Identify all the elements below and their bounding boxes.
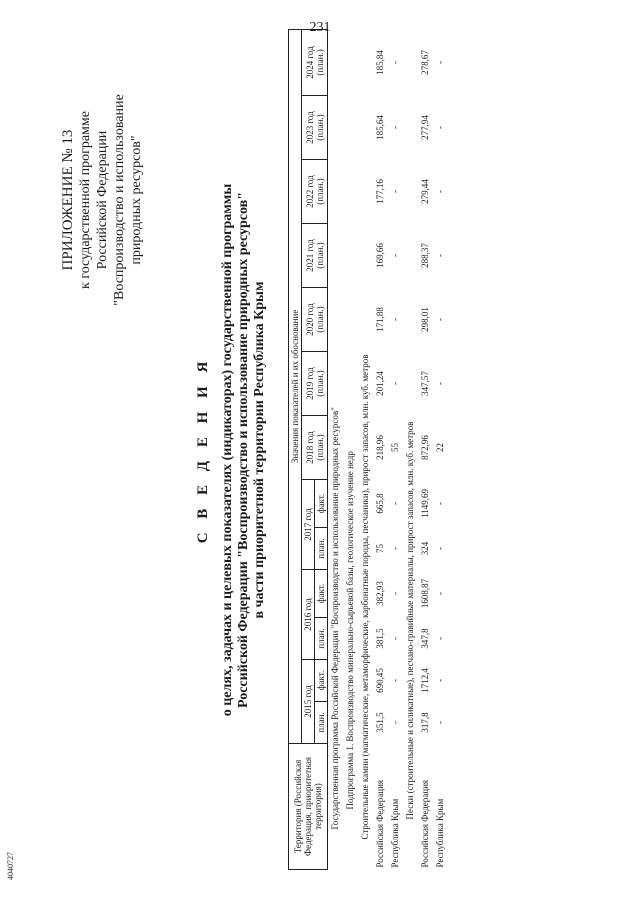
header-year-2019: 2019 год (план.) — [302, 352, 328, 416]
value-cell: 177,16 — [375, 179, 385, 204]
value-cell: 279,44 — [420, 179, 430, 204]
header-year-2024: 2024 год (план.) — [302, 29, 328, 95]
value-cell: - — [390, 679, 400, 682]
heading-line: Российской Федерации "Воспроизводство и использование природных ресурсов" — [236, 192, 251, 708]
value-cell: 382,93 — [375, 581, 385, 606]
value-cell: - — [435, 679, 445, 682]
section-program: Государственная программа Российской Федерации "Воспроизводство и использование природных ресурсов" — [330, 407, 340, 830]
appendix-title: ПРИЛОЖЕНИЕ № 13 — [60, 129, 76, 271]
value-cell: 1608,87 — [420, 578, 430, 609]
table-row — [433, 29, 448, 869]
value-cell: 75 — [375, 544, 385, 553]
table-row — [373, 29, 388, 869]
heading-line: о целях, задачах и целевых показателях (индикаторах) государственной программы — [220, 183, 235, 717]
page-number: 231 — [309, 20, 331, 35]
value-cell: - — [435, 721, 445, 724]
header-plan: план. — [315, 702, 328, 744]
header-fact: факт. — [315, 660, 328, 702]
value-cell: 872,96 — [420, 435, 430, 460]
value-cell: 347,8 — [420, 628, 430, 649]
value-cell: 690,45 — [375, 668, 385, 693]
header-territory: Территория (Российская Федерация, приоритетная территория) — [289, 744, 328, 870]
section-indicator: Пески (строительные и силикатные), песчано-гравийные материалы, прирост запасов, млн. куб. метров — [405, 421, 415, 820]
value-cell: 278,67 — [420, 50, 430, 75]
value-cell: - — [390, 318, 400, 321]
heading-line: в части приоритетной территории Республика Крым — [252, 281, 267, 619]
value-cell: 288,37 — [420, 243, 430, 268]
header-year-2020: 2020 год (план.) — [302, 288, 328, 352]
territory-cell: Республика Крым — [390, 798, 400, 868]
header-plan: план. — [315, 618, 328, 660]
appendix-line: Российской Федерации — [95, 130, 110, 270]
value-cell: 201,24 — [375, 371, 385, 396]
value-cell: 1149,69 — [420, 489, 430, 518]
header-year-2021: 2021 год (план.) — [302, 224, 328, 288]
table-row — [418, 29, 433, 869]
value-cell: 381,5 — [375, 628, 385, 649]
header-fact: факт. — [315, 570, 328, 618]
value-cell: 55 — [390, 443, 400, 452]
value-cell: - — [390, 254, 400, 257]
value-cell: - — [390, 60, 400, 64]
value-cell: - — [390, 502, 400, 505]
value-cell: 277,94 — [420, 115, 430, 140]
appendix-line: природных ресурсов" — [129, 135, 144, 265]
value-cell: 317,8 — [420, 712, 430, 733]
value-cell: - — [435, 637, 445, 640]
header-values-group: Значения показателей и их обоснование — [289, 29, 302, 743]
value-cell: - — [390, 190, 400, 193]
appendix-line: к государственной программе — [78, 111, 93, 289]
indicators-table — [288, 29, 448, 870]
rotated-page-content — [0, 20, 560, 880]
value-cell: - — [435, 190, 445, 193]
territory-cell: Российская Федерация — [420, 779, 430, 868]
value-cell: - — [435, 318, 445, 321]
territory-cell: Республика Крым — [435, 798, 445, 868]
value-cell: - — [390, 637, 400, 640]
value-cell: 324 — [420, 541, 430, 556]
value-cell: - — [435, 592, 445, 595]
table-row — [388, 29, 403, 869]
value-cell: 171,88 — [375, 307, 385, 332]
appendix-block — [60, 30, 145, 370]
value-cell: - — [390, 382, 400, 385]
heading-title: С В Е Д Е Н И Я — [195, 356, 211, 544]
value-cell: 22 — [435, 443, 445, 452]
value-cell: 218,96 — [375, 435, 385, 460]
value-cell: 351,5 — [375, 712, 385, 733]
value-cell: - — [390, 126, 400, 129]
header-year-2017: 2017 год — [302, 480, 315, 570]
header-year-2023: 2023 год (план.) — [302, 96, 328, 160]
header-year-2018: 2018 год (план.) — [302, 416, 328, 480]
header-year-2022: 2022 год (план.) — [302, 160, 328, 224]
value-cell: - — [390, 721, 400, 724]
value-cell: - — [435, 382, 445, 385]
value-cell: 298,01 — [420, 307, 430, 332]
value-cell: - — [435, 547, 445, 550]
value-cell: 185,64 — [375, 115, 385, 140]
document-heading — [195, 30, 268, 870]
value-cell: - — [435, 60, 445, 64]
section-indicator: Строительные камни (магматические, метаморфические, карбонатные породы, песчаники), прирост запасов, млн. куб. метров — [360, 354, 370, 840]
value-cell: 665,8 — [375, 493, 385, 514]
header-year-2016: 2016 год — [302, 570, 315, 660]
territory-cell: Российская Федерация — [375, 779, 385, 868]
value-cell: 185,84 — [375, 50, 385, 75]
value-cell: 1712,4 — [420, 668, 430, 693]
header-fact: факт. — [315, 480, 328, 528]
header-year-2015: 2015 год — [302, 660, 315, 744]
value-cell: - — [435, 126, 445, 129]
section-subprogram: Подпрограмма 1. Воспроизводство минерально-сырьевой базы, геологическое изучение недр — [345, 451, 355, 810]
appendix-line: "Воспроизводство и использование — [112, 94, 127, 306]
value-cell: - — [390, 547, 400, 550]
value-cell: - — [435, 254, 445, 257]
header-plan: план. — [315, 528, 328, 570]
value-cell: - — [435, 502, 445, 505]
value-cell: - — [390, 592, 400, 595]
value-cell: 169,66 — [375, 243, 385, 268]
document-code: 4040727 — [6, 852, 15, 880]
value-cell: 347,57 — [420, 371, 430, 396]
